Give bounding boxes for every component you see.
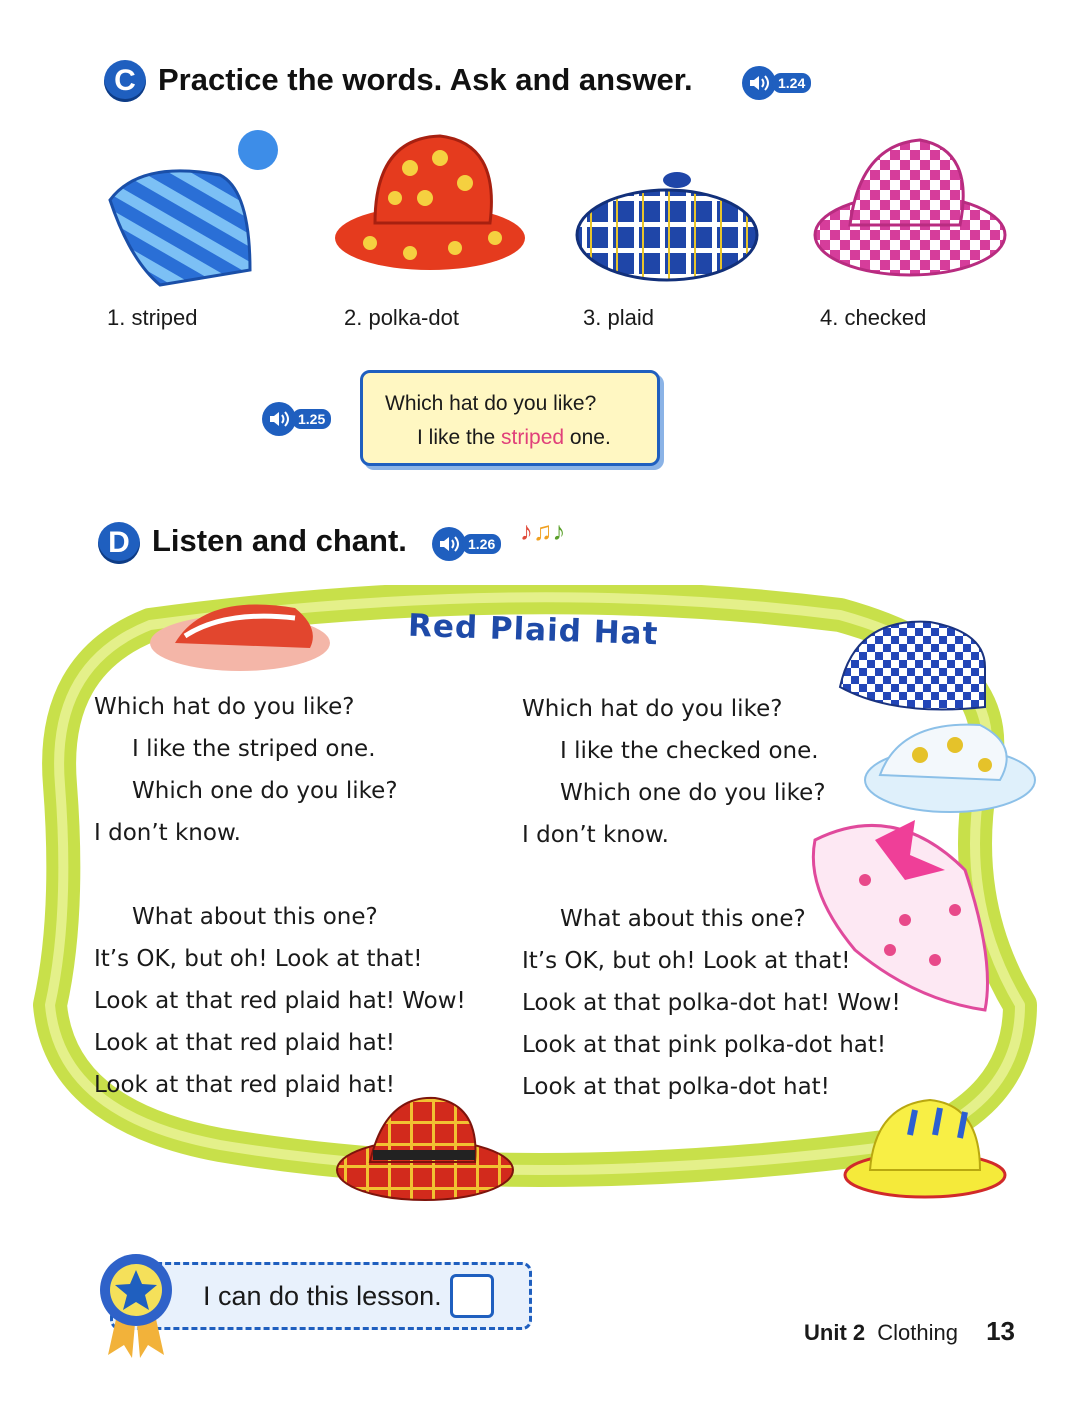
striped-red-hat-icon (145, 588, 335, 683)
chant-line: It’s OK, but oh! Look at that! (94, 946, 423, 972)
chant-line: I don’t know. (522, 822, 669, 848)
section-c-title: Practice the words. Ask and answer. (158, 62, 693, 97)
red-plaid-hat-icon (335, 1090, 515, 1210)
chant-line: I like the checked one. (560, 738, 819, 764)
speaker-icon (432, 527, 466, 561)
speaker-icon (262, 402, 296, 436)
chant-line: Look at that red plaid hat! (94, 1030, 395, 1056)
dialog-question: Which hat do you like? (385, 392, 597, 415)
chant-line: What about this one? (560, 906, 806, 932)
can-do-text: I can do this lesson. (203, 1280, 442, 1311)
audio-track-label: 1.25 (292, 409, 331, 429)
chant-line: It’s OK, but oh! Look at that! (522, 948, 851, 974)
audio-track-label: 1.24 (772, 73, 811, 93)
checked-hat-icon (810, 130, 1010, 290)
striped-hat-icon (100, 120, 280, 295)
section-c-badge: C (104, 60, 146, 102)
audio-button-1-26[interactable] (432, 527, 501, 561)
chant-line: I don’t know. (94, 820, 241, 846)
plaid-hat-icon (572, 160, 762, 295)
chant-line: Look at that red plaid hat! (94, 1072, 395, 1098)
music-notes-icon: ♪♫♪ (520, 516, 566, 546)
chant-line: Which one do you like? (560, 780, 826, 806)
audio-button-1-24[interactable] (742, 66, 811, 100)
hat-label-plaid: 3. plaid (583, 305, 654, 330)
page-footer (804, 1316, 1015, 1347)
chant-title: Red Plaid Hat (407, 607, 659, 653)
award-ribbon-icon (96, 1250, 176, 1365)
chant-line: Which hat do you like? (522, 696, 783, 722)
chant-line: Which hat do you like? (94, 694, 355, 720)
polka-dot-hat-icon (330, 128, 530, 283)
section-d-badge: D (98, 522, 140, 564)
hat-label-striped: 1. striped (107, 305, 198, 330)
chant-line: Look at that pink polka-dot hat! (522, 1032, 887, 1058)
chant-right-column (522, 688, 901, 1108)
dialog-box (360, 370, 660, 466)
footer-unit: Unit 2 (804, 1320, 866, 1345)
hat-label-checked: 4. checked (820, 305, 927, 330)
footer-topic: Clothing (877, 1320, 958, 1345)
audio-track-label: 1.26 (462, 534, 501, 554)
yellow-hat-icon (840, 1090, 1010, 1210)
audio-button-1-25[interactable] (262, 402, 331, 436)
chant-left-column (94, 686, 466, 1106)
highlight-word: striped (501, 426, 565, 449)
chant-line: Look at that polka-dot hat! (522, 1074, 830, 1100)
section-d-title: Listen and chant. (152, 523, 407, 558)
chant-line: What about this one? (132, 904, 378, 930)
dialog-answer: I like the striped one. (417, 426, 611, 449)
chant-line: I like the striped one. (132, 736, 376, 762)
chant-line: Look at that red plaid hat! Wow! (94, 988, 466, 1014)
speaker-icon (742, 66, 776, 100)
chant-line: Look at that polka-dot hat! Wow! (522, 990, 901, 1016)
chant-line: Which one do you like? (132, 778, 398, 804)
page-number: 13 (986, 1316, 1016, 1346)
can-do-checkbox[interactable] (450, 1274, 494, 1318)
hat-label-polka-dot: 2. polka-dot (344, 305, 459, 330)
